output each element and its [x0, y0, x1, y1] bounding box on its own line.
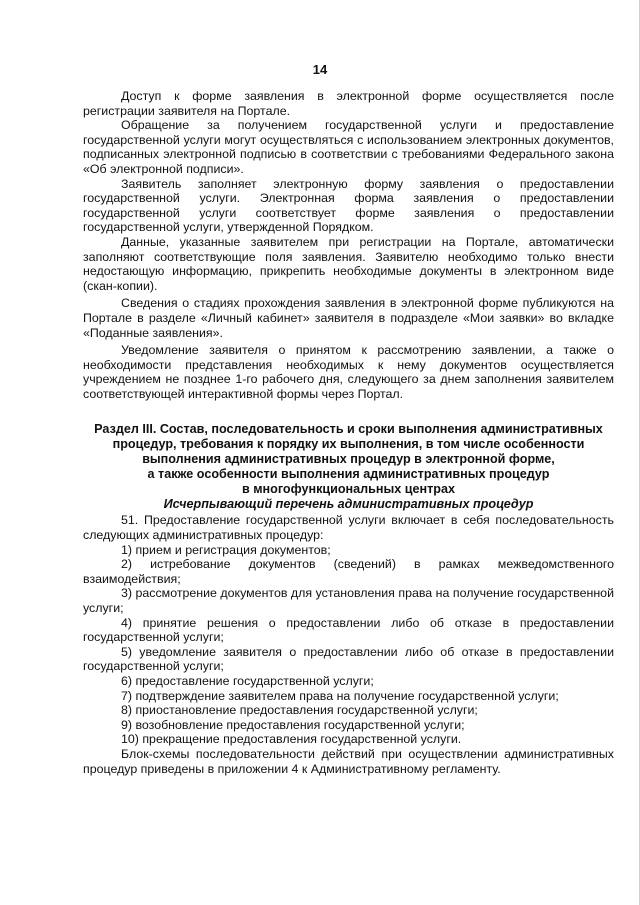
list-item: 7) подтверждение заявителем права на получение государственной услуги; [121, 688, 559, 703]
paragraph-procedures-intro: 51. Предоставление государственной услуги включает в себя последовательность следующих административных процедур: [83, 513, 614, 543]
section-heading-line: а также особенности выполнения административных процедур [147, 467, 550, 482]
list-item: 6) предоставление государственной услуги; [121, 674, 374, 688]
list-item: 2) истребование документов (сведений) в рамках межведомственного взаимодействия; [83, 557, 614, 586]
list-item: 1) прием и регистрация документов; [121, 542, 331, 557]
section-heading-line: Раздел III. Состав, последовательность и сроки выполнения административных [94, 422, 603, 437]
paragraph-notification: Уведомление заявителя о принятом к рассмотрению заявлении, а также о необходимости представления необходимых к нему документов осуществляется учреждением не позднее 1-го рабочего дня, следующего за днем заполнения заявителем соответствующей интерактивной формы через Портал. [83, 343, 614, 401]
document-body [83, 89, 614, 776]
subsection-heading: Исчерпывающий перечень административных процедур [163, 497, 534, 512]
list-item: 10) прекращение предоставления государственной услуги. [121, 732, 462, 747]
procedures-list [83, 543, 614, 747]
list-item: 9) возобновление предоставления государственной услуги; [121, 717, 465, 732]
section-heading-line: в многофункциональных центрах [241, 482, 455, 497]
section-heading-line: процедур, требования к порядку их выполнения, в том числе особенности [112, 437, 585, 452]
section-heading-line: выполнения административных процедур в электронной форме, [142, 452, 555, 467]
paragraph-status-info: Сведения о стадиях прохождения заявления в электронной форме публикуются на Портале в разделе «Личный кабинет» заявителя в подразделе «Мои заявки» во вкладке «Поданные заявления». [83, 296, 614, 340]
paragraph-block-diagrams: Блок-схемы последовательности действий при осуществлении административных процедур приведены в приложении 4 к Административному регламенту. [83, 746, 614, 776]
page-number: 14 [312, 62, 328, 77]
paragraph-electronic-form: Заявитель заполняет электронную форму заявления о предоставлении государственной услуги. Электронная форма заявления о предоставлении государственной услуги соответствует форме заявления о предоставлении государственной услуги, утвержденной Порядком. [83, 176, 614, 235]
section-heading [83, 422, 614, 497]
list-item: 8) приостановление предоставления государственной услуги; [121, 703, 478, 718]
paragraph-portal-access: Доступ к форме заявления в электронной форме осуществляется после регистрации заявителя на Портале. [83, 89, 614, 118]
list-item: 5) уведомление заявителя о предоставлении либо об отказе в предоставлении государственной услуги; [83, 644, 614, 674]
paragraph-autofill-data: Данные, указанные заявителем при регистрации на Портале, автоматически заполняют соответствующие поля заявления. Заявителю необходимо только внести недостающую информацию, прикрепить необходимые документы в электронном виде (скан-копии). [83, 234, 614, 293]
paragraph-electronic-documents: Обращение за получением государственной услуги и предоставление государственной услуги могут осуществляться с использованием электронных документов, подписанных электронной подписью в соответствии с требованиями Федерального закона «Об электронной подписи». [83, 118, 614, 176]
list-item: 3) рассмотрение документов для установления права на получение государственной услуги; [83, 586, 614, 616]
list-item: 4) принятие решения о предоставлении либо об отказе в предоставлении государственной услуги; [83, 615, 614, 645]
